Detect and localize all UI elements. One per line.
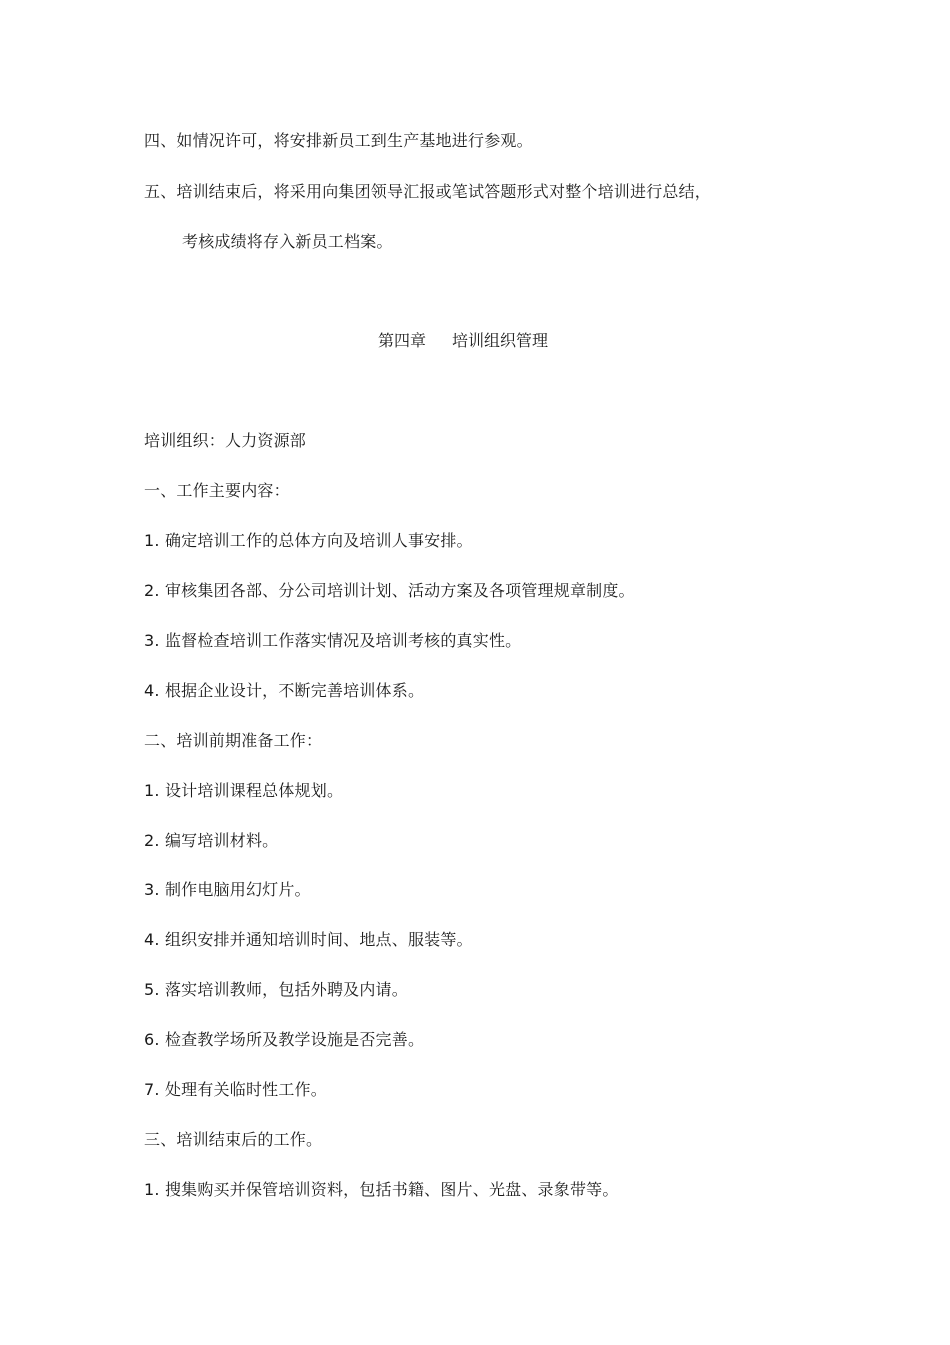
- section-1-item: 2. 审核集团各部、分公司培训计划、活动方案及各项管理规章制度。: [144, 581, 635, 600]
- section-1-heading: 一、工作主要内容：: [144, 481, 290, 500]
- chapter-heading: [378, 330, 548, 352]
- intro-item-4: 四、如情况许可，将安排新员工到生产基地进行参观。: [144, 131, 533, 150]
- section-1-item: 4. 根据企业设计，不断完善培训体系。: [144, 681, 425, 700]
- section-2-item: 6. 检查教学场所及教学设施是否完善。: [144, 1030, 425, 1049]
- section-2-item: 3. 制作电脑用幻灯片。: [144, 880, 311, 899]
- section-2-item: 4. 组织安排并通知培训时间、地点、服装等。: [144, 930, 473, 949]
- section-2-item: 1. 设计培训课程总体规划。: [144, 781, 344, 800]
- section-3-item: 1. 搜集购买并保管培训资料，包括书籍、图片、光盘、录象带等。: [144, 1180, 619, 1199]
- section-1-item: 3. 监督检查培训工作落实情况及培训考核的真实性。: [144, 631, 522, 650]
- section-3-heading: 三、培训结束后的工作。: [144, 1130, 323, 1149]
- intro-item-5: 五、培训结束后，将采用向集团领导汇报或笔试答题形式对整个培训进行总结，: [144, 182, 712, 201]
- section-2-item: 2. 编写培训材料。: [144, 831, 279, 850]
- chapter-title: 培训组织管理: [452, 331, 549, 350]
- chapter-number: 第四章: [378, 331, 427, 350]
- section-2-heading: 二、培训前期准备工作：: [144, 731, 323, 750]
- section-2-item: 7. 处理有关临时性工作。: [144, 1080, 327, 1099]
- section-2-item: 5. 落实培训教师，包括外聘及内请。: [144, 980, 408, 999]
- training-org-line: 培训组织：人力资源部: [144, 431, 307, 450]
- intro-item-5-continuation: 考核成绩将存入新员工档案。: [182, 232, 393, 251]
- section-1-item: 1. 确定培训工作的总体方向及培训人事安排。: [144, 531, 473, 550]
